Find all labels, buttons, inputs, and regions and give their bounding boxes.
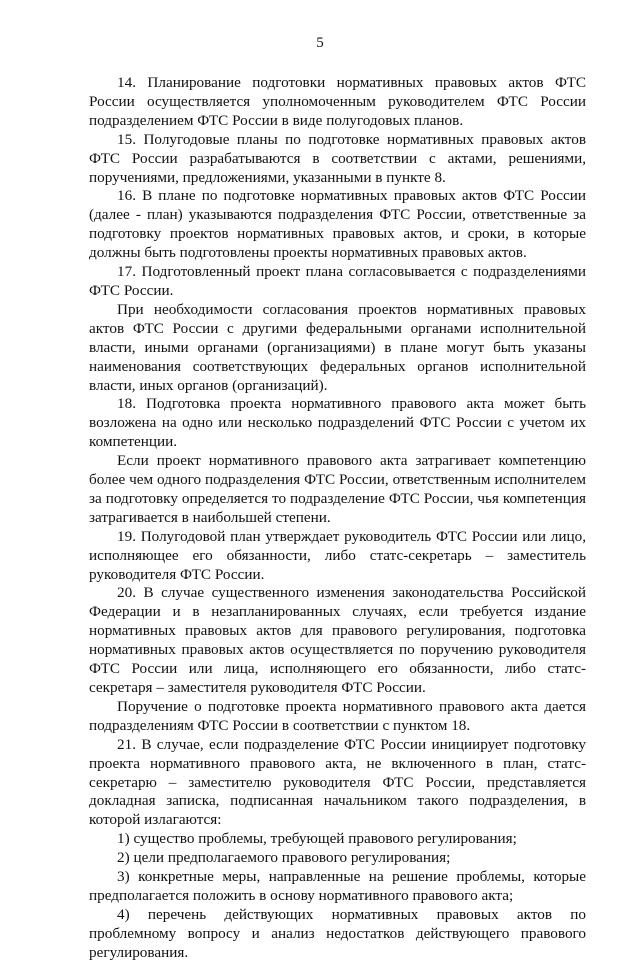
- paragraph-20: 20. В случае существенного изменения законодательства Российской Федерации и в незапланированных случаях, если требуется издание нормативных правовых актов для правового регулирования, подготовка нормативных правовых актов осуществляется по поручению руководителя ФТС России или лица, исполняющего его обязанности, либо статс-секретаря – заместителя руководителя ФТС России.: [89, 584, 586, 696]
- paragraph-19: 19. Полугодовой план утверждает руководитель ФТС России или лицо, исполняющее его обязанности, либо статс-секретарь – заместитель руководителя ФТС России.: [89, 527, 586, 583]
- list-item-1: 1) существо проблемы, требующей правового регулирования;: [117, 830, 517, 848]
- list-item-3: 3) конкретные меры, направленные на решение проблемы, которые предполагается положить в основу нормативного правового акта;: [89, 868, 586, 904]
- list-item-4: 4) перечень действующих нормативных правовых актов по проблемному вопросу и анализ недостатков действующего правового регулирования.: [89, 905, 586, 961]
- paragraph-21: 21. В случае, если подразделение ФТС России инициирует подготовку проекта нормативного правового акта, не включенного в план, статс-секретарю – заместителю руководителя ФТС России, представляется докладная записка, подписанная начальником такого подразделения, в которой излагаются:: [89, 735, 586, 829]
- paragraph-17-continuation: При необходимости согласования проектов нормативных правовых актов ФТС России с другими федеральными органами исполнительной власти, иными органами (организациями) в плане могут быть указаны наименования соответствующих федеральных органов исполнительной власти, иных органов (организаций).: [89, 300, 586, 394]
- document-body: [89, 74, 586, 963]
- paragraph-14: 14. Планирование подготовки нормативных правовых актов ФТС России осуществляется уполномоченным руководителем ФТС России подразделением ФТС России в виде полугодовых планов.: [89, 74, 586, 129]
- paragraph-20-continuation: Поручение о подготовке проекта нормативного правового акта дается подразделениям ФТС России в соответствии с пунктом 18.: [89, 697, 586, 734]
- paragraph-17: 17. Подготовленный проект плана согласовывается с подразделениями ФТС России.: [89, 263, 586, 299]
- paragraph-15: 15. Полугодовые планы по подготовке нормативных правовых актов ФТС России разрабатываются в соответствии с актами, решениями, поручениями, предложениями, указанными в пункте 8.: [89, 130, 586, 186]
- paragraph-16: 16. В плане по подготовке нормативных правовых актов ФТС России (далее - план) указываются подразделения ФТС России, ответственные за подготовку проектов нормативных правовых актов, и сроки, в которые должны быть подготовлены проекты нормативных правовых актов.: [89, 187, 586, 262]
- page-number: 5: [316, 35, 324, 51]
- paragraph-18-continuation: Если проект нормативного правового акта затрагивает компетенцию более чем одного подразделения ФТС России, ответственным исполнителем за подготовку определяется то подразделение ФТС России, чья компетенция затрагивается в наибольшей степени.: [89, 452, 586, 526]
- paragraph-18: 18. Подготовка проекта нормативного правового акта может быть возложена на одно или несколько подразделений ФТС России с учетом их компетенции.: [89, 395, 586, 451]
- list-item-2: 2) цели предполагаемого правового регулирования;: [117, 849, 451, 867]
